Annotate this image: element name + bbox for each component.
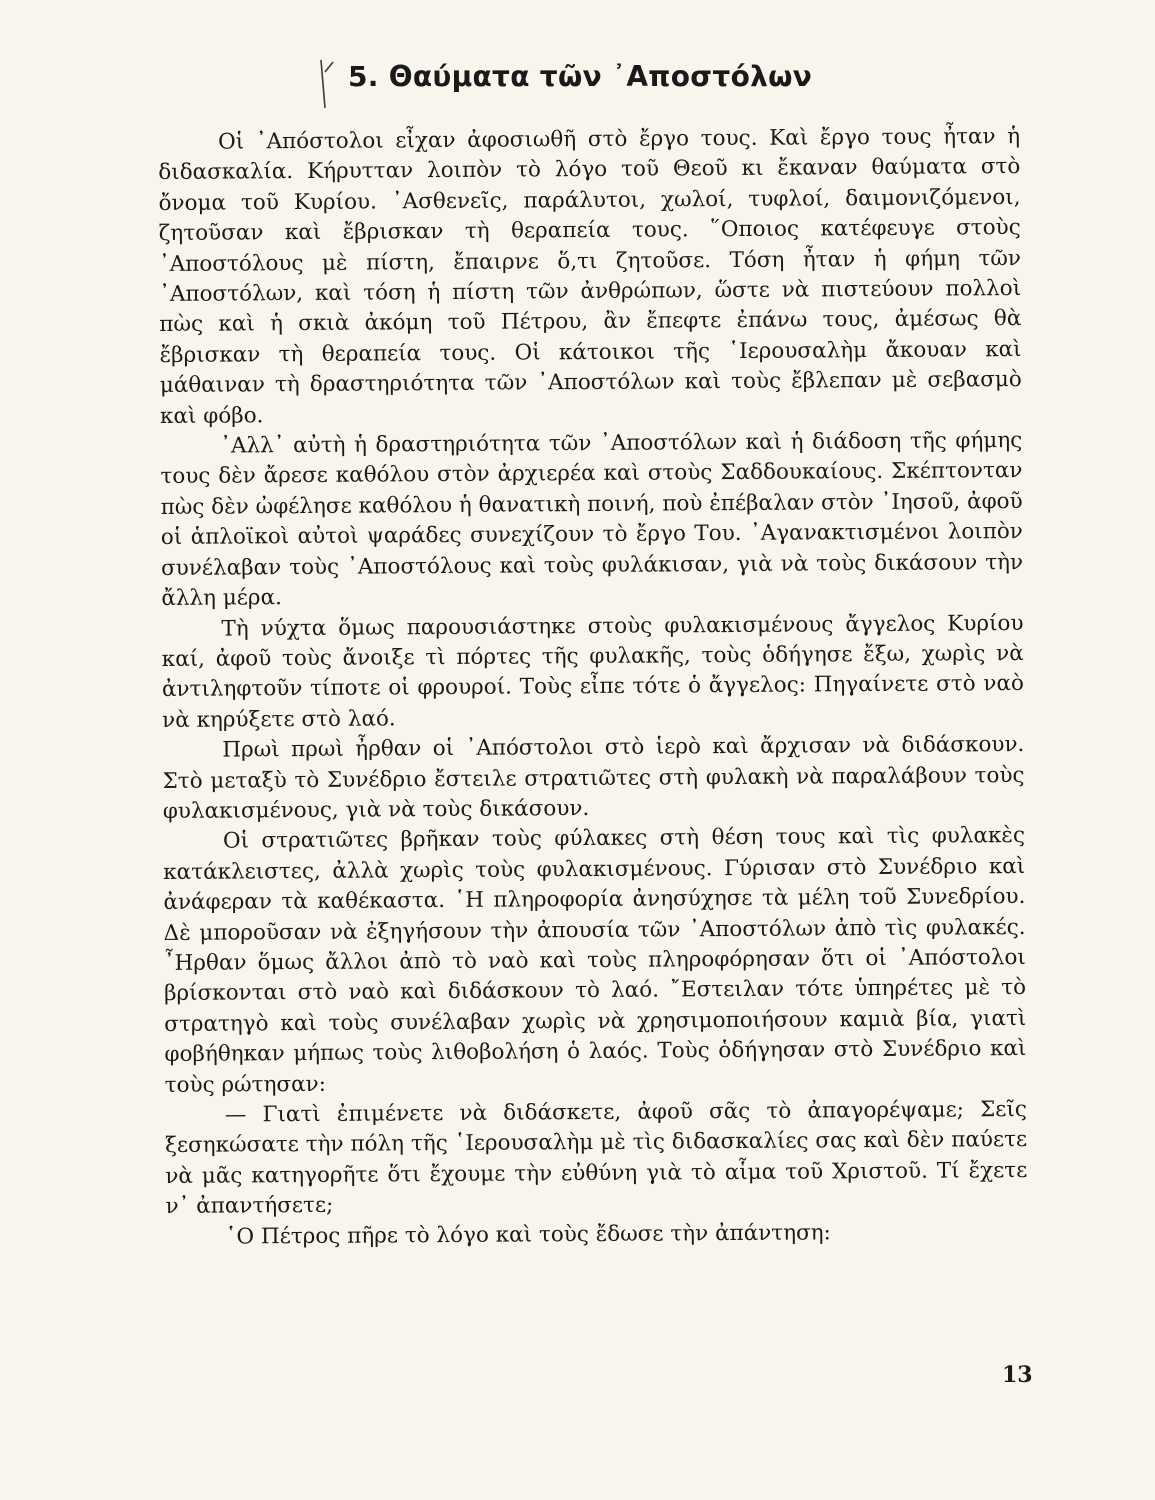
page-number: 13 — [1002, 1362, 1033, 1388]
chapter-title: 5. Θαύματα τῶν ᾿Αποστόλων — [348, 60, 813, 93]
pencil-mark-icon — [318, 58, 336, 110]
margin-pencil-mark — [318, 58, 336, 110]
dialogue-paragraph: — Γιατὶ ἐπιμένετε νὰ διδάσκετε, ἀφοῦ σᾶς τὸ ἀπαγορέψαμε; Σεῖς ξεσηκώσατε τὴν πόλη τῆς ῾Ιερουσαλὴμ μὲ τὶς διδασκαλίες σας καὶ δὲν παύετε νὰ μᾶς κατηγορῆτε ὅτι ἔχουμε τὴν εὐθύνη γιὰ τὸ αἷμα τοῦ Χριστοῦ. Τί ἔχετε ν᾿ ἀπαντήσετε; — [165, 1096, 1028, 1220]
paragraph: Οἱ ᾿Απόστολοι εἶχαν ἀφοσιωθῆ στὸ ἔργο τους. Καὶ ἔργο τους ἦταν ἡ διδασκαλία. Κήρυτταν λοιπὸν τὸ λόγο τοῦ Θεοῦ κι ἔκαναν θαύματα στὸ ὄνομα τοῦ Κυρίου. ᾿Ασθενεῖς, παράλυτοι, χωλοί, τυφλοί, δαιμονιζόμενοι, ζητοῦσαν καὶ ἔβρισκαν τὴ θεραπεία τους. ῞Οποιος κατέφευγε στοὺς ᾿Αποστόλους μὲ πίστη, ἔπαιρνε ὅ,τι ζητοῦσε. Τόση ἦταν ἡ φήμη τῶν ᾿Αποστόλων, καὶ τόση ἡ πίστη τῶν ἀνθρώπων, ὥστε νὰ πιστεύουν πολλοὶ πὼς καὶ ἡ σκιὰ ἀκόμη τοῦ Πέτρου, ἂν ἔπεφτε ἐπάνω τους, ἀμέσως θὰ ἔβρισκαν τὴ θεραπεία τους. Οἱ κάτοικοι τῆς ῾Ιερουσαλὴμ ἄκουαν καὶ μάθαιναν τὴ δραστηριότητα τῶν ᾿Αποστόλων καὶ τοὺς ἔβλεπαν μὲ σεβασμὸ καὶ φόβο. — [158, 123, 1022, 429]
paragraph: Τὴ νύχτα ὅμως παρουσιάστηκε στοὺς φυλακισμένους ἄγγελος Κυρίου καί, ἀφοῦ τοὺς ἄνοιξε τὶ πόρτες τῆς φυλακῆς, τοὺς ὁδήγησε ἔξω, χωρὶς νὰ ἀντιληφτοῦν τίποτε οἱ φρουροί. Τοὺς εἶπε τότε ὁ ἄγγελος: Πηγαίνετε στὸ ναὸ νὰ κηρύξετε στὸ λαό. — [161, 610, 1024, 733]
paragraph: ῾Ο Πέτρος πῆρε τὸ λόγο καὶ τοὺς ἔδωσε τὴν ἀπάντηση: — [225, 1219, 831, 1250]
paragraph: ᾿Αλλ᾿ αὐτὴ ἡ δραστηριότητα τῶν ᾿Αποστόλων καὶ ἡ διάδοση τῆς φήμης τους δὲν ἄρεσε καθόλου στὸν ἀρχιερέα καὶ στοὺς Σαδδουκαίους. Σκέπτονταν πὼς δὲν ὠφέλησε καθόλου ἡ θανατικὴ ποινή, ποὺ ἐπέβαλαν στὸν ᾿Ιησοῦ, ἀφοῦ οἱ ἁπλοϊκοὶ αὐτοὶ ψαράδες συνεχίζουν τὸ ἔργο Του. ᾿Αγανακτισμένοι λοιπὸν συνέλαβαν τοὺς ᾿Αποστόλους καὶ τοὺς φυλάκισαν, γιὰ νὰ τοὺς δικάσουν τὴν ἄλλη μέρα. — [160, 428, 1024, 612]
paragraph: Οἱ στρατιῶτες βρῆκαν τοὺς φύλακες στὴ θέση τους καὶ τὶς φυλακὲς κατάκλειστες, ἀλλὰ χωρὶς τοὺς φυλακισμένους. Γύρισαν στὸ Συνέδριο καὶ ἀνάφεραν τὰ καθέκαστα. ῾Η πληροφορία ἀνησύχησε τὰ μέλη τοῦ Συνεδρίου. Δὲ μποροῦσαν νὰ ἐξηγήσουν τὴν ἀπουσία τῶν ᾿Αποστόλων ἀπὸ τὶς φυλακές. ῏Ηρθαν ὅμως ἄλλοι ἀπὸ τὸ ναὸ καὶ τοὺς πληροφόρησαν ὅτι οἱ ᾿Απόστολοι βρίσκονται στὸ ναὸ καὶ διδάσκουν τὸ λαό. ῎Εστειλαν τότε ὑπηρέτες μὲ τὸ στρατηγὸ καὶ τοὺς συνέλαβαν χωρὶς νὰ χρησιμοποιήσουν καμιὰ βία, γιατὶ φοβήθηκαν μήπως τοὺς λιθοβολήση ὁ λαός. Τοὺς ὁδήγησαν στὸ Συνέδριο καὶ τοὺς ρώτησαν: — [163, 823, 1027, 1098]
paragraph: Πρωὶ πρωὶ ἦρθαν οἱ ᾿Απόστολοι στὸ ἱερὸ καὶ ἄρχισαν νὰ διδάσκουν. Στὸ μεταξὺ τὸ Συνέδριο ἔστειλε στρατιῶτες στὴ φυλακὴ νὰ παραλάβουν τοὺς φυλακισμένους, γιὰ νὰ τοὺς δικάσουν. — [162, 732, 1025, 824]
chapter-body — [158, 122, 1028, 1253]
